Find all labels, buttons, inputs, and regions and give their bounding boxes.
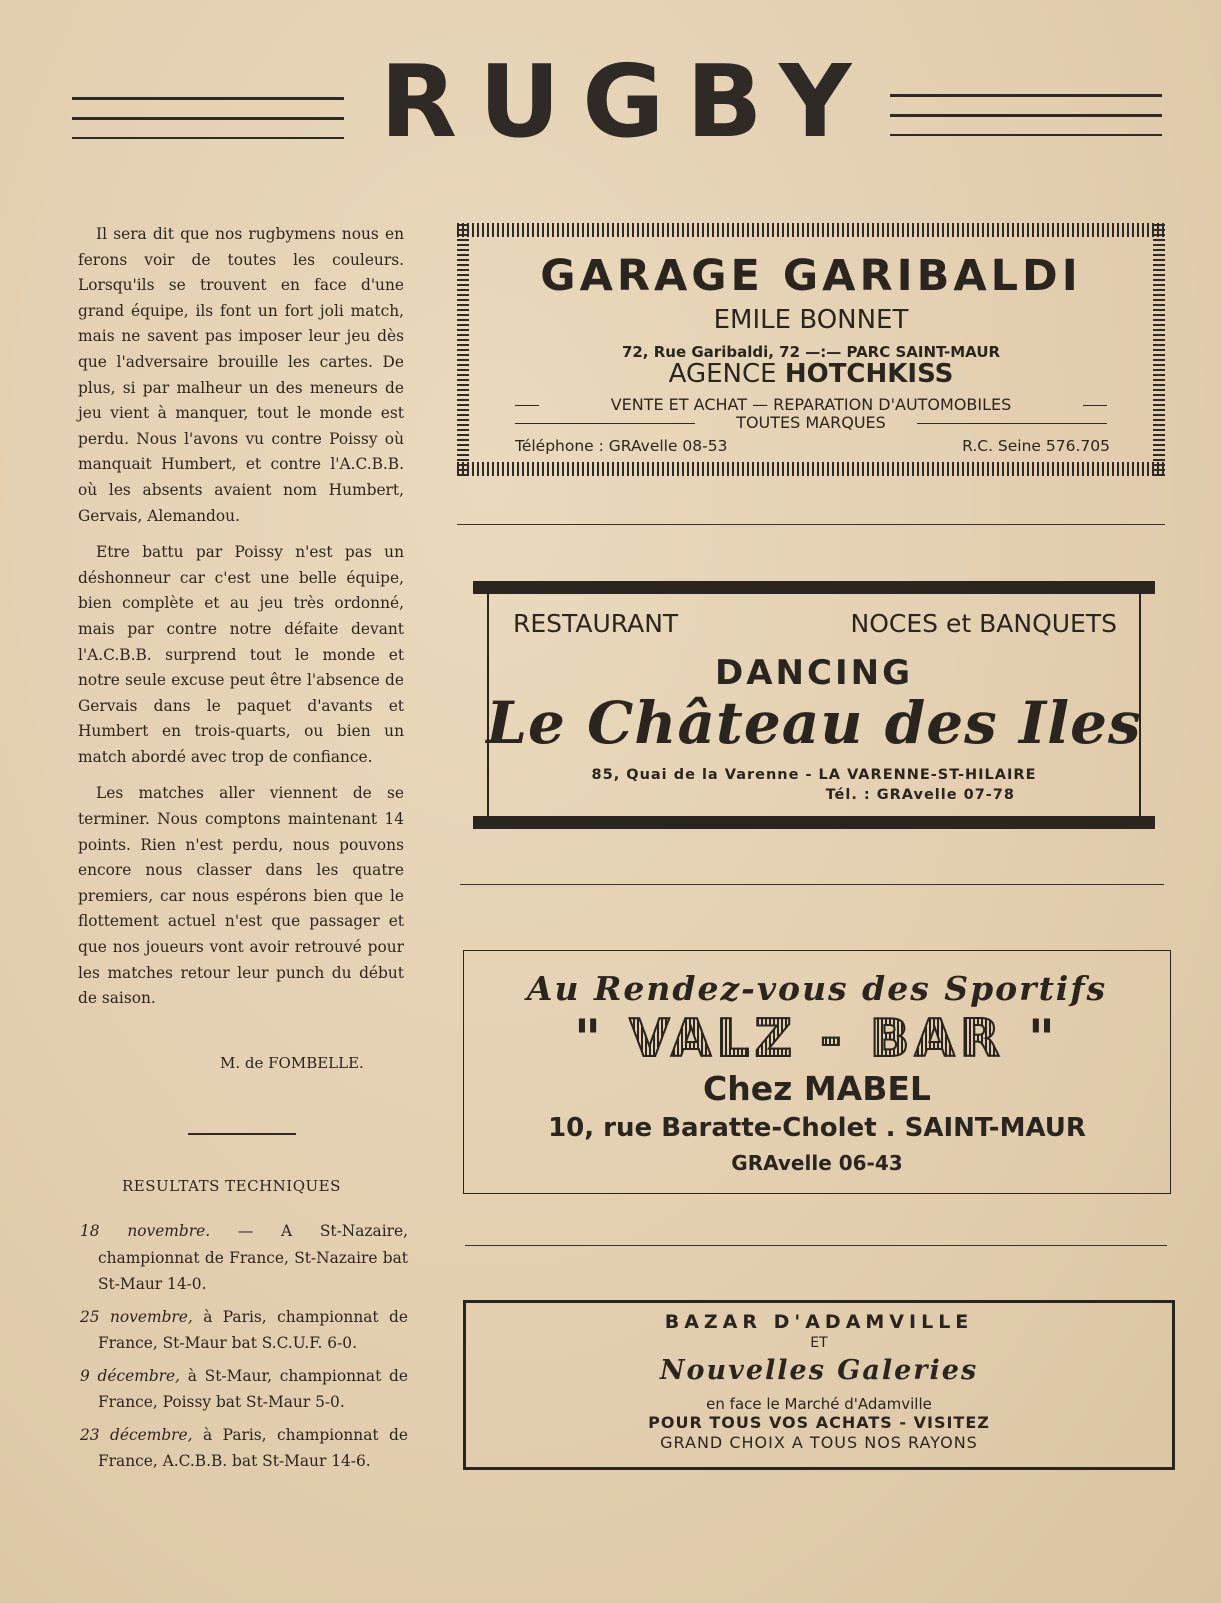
article-signature: M. de FOMBELLE. bbox=[220, 1054, 364, 1072]
result-text: à Paris, championnat de France, St-Maur bat S.C.U.F. 6-0. bbox=[98, 1307, 408, 1352]
border-ticks-top bbox=[457, 223, 1165, 237]
bazar-name: BAZAR D'ADAMVILLE bbox=[664, 1311, 974, 1333]
chateau-phone: Tél. : GRAvelle 07-78 bbox=[825, 787, 1015, 803]
page-title: RUGBY bbox=[380, 43, 874, 160]
chateau-name: Le Château des Iles bbox=[486, 689, 1142, 757]
garage-marques: TOUTES MARQUES bbox=[736, 413, 886, 432]
masthead-rule-left-3 bbox=[72, 137, 344, 139]
ad-separator bbox=[460, 884, 1164, 885]
chateau-address: 85, Quai de la Varenne - LA VARENNE-ST-HILAIRE bbox=[591, 767, 1037, 783]
article-paragraph: Il sera dit que nos rugbymens nous en ferons voir de toutes les couleurs. Lorsqu'ils se trouvent en face d'une grand équipe, ils font un fort joli match, mais ne savent pas imposer leur jeu dès que l'adversaire brouille les cartes. De plus, si par malheur un des meneurs de jeu vient à manquer, tout le monde est perdu. Nous l'avons vu contre Poissy où manquait Humbert, et contre l'A.C.B.B. où les absents avaient nom Humbert, Gervais, Alemandou. bbox=[78, 225, 404, 525]
result-date: 18 novembre. bbox=[80, 1222, 211, 1240]
result-item bbox=[80, 1218, 408, 1298]
ad-garage-garibaldi bbox=[457, 223, 1165, 476]
garage-agency-brand: HOTCHKISS bbox=[784, 359, 954, 389]
garage-services bbox=[457, 395, 1165, 414]
section-divider bbox=[188, 1133, 296, 1135]
quote-close: " bbox=[1004, 1009, 1060, 1069]
article-paragraph: Etre battu par Poissy n'est pas un déshonneur car c'est une belle équipe, bien complète et au jeu très ordonné, mais par contre notre défaite devant l'A.C.B.B. surprend tout le monde et notre seule excuse peut être l'absence de Gervais dans le paquet d'avants et Humbert en trois-quarts, ou bien un match abordé avec trop de confiance. bbox=[78, 543, 404, 766]
result-text: — A St-Nazaire, championnat de France, St-Nazaire bat St-Maur 14-0. bbox=[98, 1222, 408, 1293]
bazar-galeries: Nouvelles Galeries bbox=[659, 1355, 979, 1386]
garage-address: 72, Rue Garibaldi, 72 —:— PARC SAINT-MAUR bbox=[621, 343, 1001, 361]
chateau-dancing: DANCING bbox=[715, 653, 913, 693]
article-body bbox=[78, 222, 404, 1023]
ad-separator bbox=[457, 524, 1165, 525]
masthead-rule-left-2 bbox=[72, 117, 344, 120]
quote-open: " bbox=[574, 1009, 630, 1069]
valz-name-text: VALZ - BAR bbox=[629, 1009, 1005, 1069]
result-date: 25 novembre, bbox=[80, 1307, 193, 1326]
article-paragraph: Les matches aller viennent de se terminer. Nous comptons maintenant 14 points. Rien n'est perdu, nous pouvons encore nous classer dans les quatre premiers, car nous espérons bien que le flottement actuel n'est que passager et que nos joueurs vont avoir retrouvé pour les matches retour leur punch du début de saison. bbox=[78, 784, 404, 1008]
valz-tagline: Au Rendez-vous des Sportifs bbox=[526, 969, 1108, 1008]
masthead-rule-right-3 bbox=[890, 134, 1162, 136]
result-text: à Paris, championnat de France, A.C.B.B. bat St-Maur 14-6. bbox=[98, 1425, 408, 1470]
valz-phone: GRAvelle 06-43 bbox=[731, 1151, 903, 1175]
ad-separator bbox=[465, 1245, 1167, 1246]
result-date: 9 décembre, bbox=[80, 1366, 181, 1385]
dash-right bbox=[1083, 405, 1107, 406]
ad-chateau-des-iles bbox=[473, 581, 1155, 829]
valz-owner: Chez MABEL bbox=[703, 1069, 931, 1108]
masthead-rule-right-1 bbox=[890, 94, 1162, 97]
bazar-et: ET bbox=[810, 1335, 828, 1351]
garage-rc: R.C. Seine 576.705 bbox=[962, 437, 1110, 455]
dash-left bbox=[515, 405, 539, 406]
valz-name bbox=[464, 1009, 1170, 1069]
bazar-choix: GRAND CHOIX A TOUS NOS RAYONS bbox=[660, 1433, 978, 1452]
results-heading: RESULTATS TECHNIQUES bbox=[122, 1177, 341, 1195]
result-text: à St-Maur, championnat de France, Poissy bat St-Maur 5-0. bbox=[98, 1366, 408, 1411]
chateau-restaurant: RESTAURANT bbox=[513, 609, 679, 638]
garage-agency-prefix: AGENCE bbox=[668, 359, 785, 389]
result-item bbox=[80, 1422, 408, 1475]
chateau-noces: NOCES et BANQUETS bbox=[850, 609, 1117, 638]
bazar-location: en face le Marché d'Adamville bbox=[706, 1395, 932, 1413]
masthead-rule-left-1 bbox=[72, 97, 344, 100]
result-item bbox=[80, 1304, 408, 1357]
garage-agency bbox=[457, 359, 1165, 389]
garage-services-text: VENTE ET ACHAT — REPARATION D'AUTOMOBILES bbox=[610, 395, 1012, 414]
garage-phone: Téléphone : GRAvelle 08-53 bbox=[515, 437, 728, 455]
ad-valz-bar bbox=[463, 950, 1171, 1194]
results-list bbox=[80, 1218, 408, 1481]
result-item bbox=[80, 1363, 408, 1416]
result-date: 23 décembre, bbox=[80, 1425, 193, 1444]
bazar-achats: POUR TOUS VOS ACHATS - VISITEZ bbox=[648, 1413, 990, 1432]
border-ticks-bottom bbox=[457, 462, 1165, 476]
ad-bazar-adamville bbox=[463, 1300, 1175, 1470]
garage-name: GARAGE GARIBALDI bbox=[540, 251, 1082, 301]
marques-rule-right bbox=[917, 423, 1107, 424]
garage-owner: EMILE BONNET bbox=[713, 305, 909, 335]
masthead-rule-right-2 bbox=[890, 114, 1162, 117]
valz-address: 10, rue Baratte-Cholet . SAINT-MAUR bbox=[548, 1113, 1086, 1143]
